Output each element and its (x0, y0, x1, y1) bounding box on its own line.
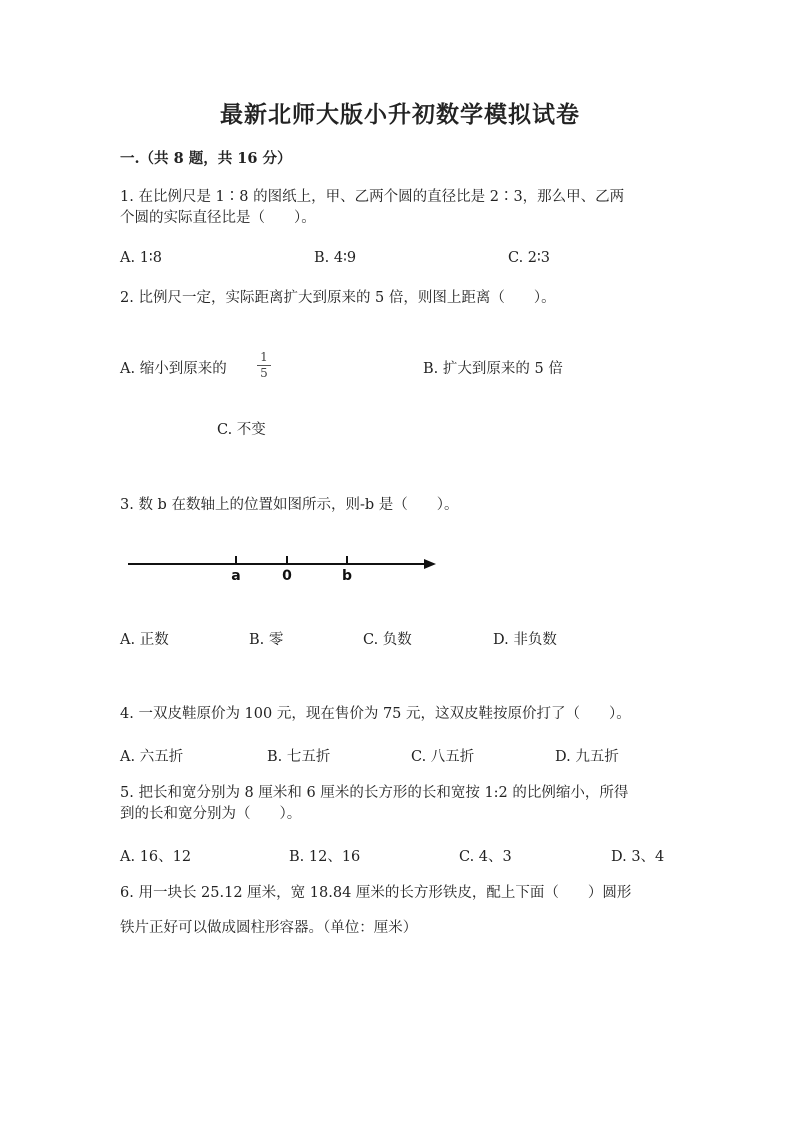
question-3-option-c: C. 负数 (363, 632, 412, 648)
fraction-one-fifth (257, 351, 271, 380)
question-1-option-b: B. 4∶9 (314, 250, 357, 266)
question-4-option-a: A. 六五折 (120, 749, 184, 765)
question-5-option-a: A. 16、12 (120, 849, 192, 865)
question-5-line-1: 5. 把长和宽分别为 8 厘米和 6 厘米的长方形的长和宽按 1:2 的比例缩小，所得 (120, 785, 629, 801)
number-line-arrowhead (424, 559, 436, 569)
question-2-text: 2. 比例尺一定，实际距离扩大到原来的 5 倍，则图上距离（ ）。 (120, 290, 556, 306)
fraction-numerator: 1 (260, 350, 268, 364)
question-5-option-b: B. 12、16 (289, 849, 361, 865)
question-3-option-d: D. 非负数 (493, 632, 557, 648)
question-2-option-a: A. 缩小到原来的 (120, 361, 227, 377)
question-5-option-d: D. 3、4 (611, 849, 665, 865)
question-2-option-c: C. 不变 (217, 422, 266, 438)
question-4-option-d: D. 九五折 (555, 749, 619, 765)
label-a: a (231, 568, 241, 584)
question-6-line-2: 铁片正好可以做成圆柱形容器。（单位：厘米） (120, 920, 418, 936)
section-header: 一.（共 8 题，共 16 分） (120, 150, 292, 167)
page-title: 最新北师大版小升初数学模拟试卷 (220, 101, 580, 128)
question-3-text: 3. 数 b 在数轴上的位置如图所示，则-b 是（ ）。 (120, 497, 459, 513)
number-line-figure (120, 548, 450, 588)
fraction-denominator: 5 (260, 366, 268, 380)
label-zero: 0 (282, 568, 292, 584)
question-4-option-c: C. 八五折 (411, 749, 475, 765)
question-4-text: 4. 一双皮鞋原价为 100 元，现在售价为 75 元，这双皮鞋按原价打了（ ）。 (120, 706, 631, 722)
label-b: b (341, 568, 353, 584)
question-6-line-1: 6. 用一块长 25.12 厘米，宽 18.84 厘米的长方形铁皮，配上下面（ ）圆形 (120, 885, 632, 901)
question-5-line-2: 到的长和宽分别为（ ）。 (120, 806, 302, 822)
question-3-option-a: A. 正数 (120, 632, 169, 648)
question-4-option-b: B. 七五折 (267, 749, 331, 765)
question-2-option-b: B. 扩大到原来的 5 倍 (423, 361, 563, 377)
question-1-line-2: 个圆的实际直径比是（ ）。 (120, 210, 316, 226)
question-5-option-c: C. 4、3 (459, 849, 512, 865)
question-1-line-1: 1. 在比例尺是 1∶8 的图纸上，甲、乙两个圆的直径比是 2∶3，那么甲、乙两 (120, 189, 625, 205)
question-3-option-b: B. 零 (249, 632, 284, 648)
question-1-option-a: A. 1∶8 (120, 250, 162, 266)
question-1-option-c: C. 2∶3 (508, 250, 551, 266)
